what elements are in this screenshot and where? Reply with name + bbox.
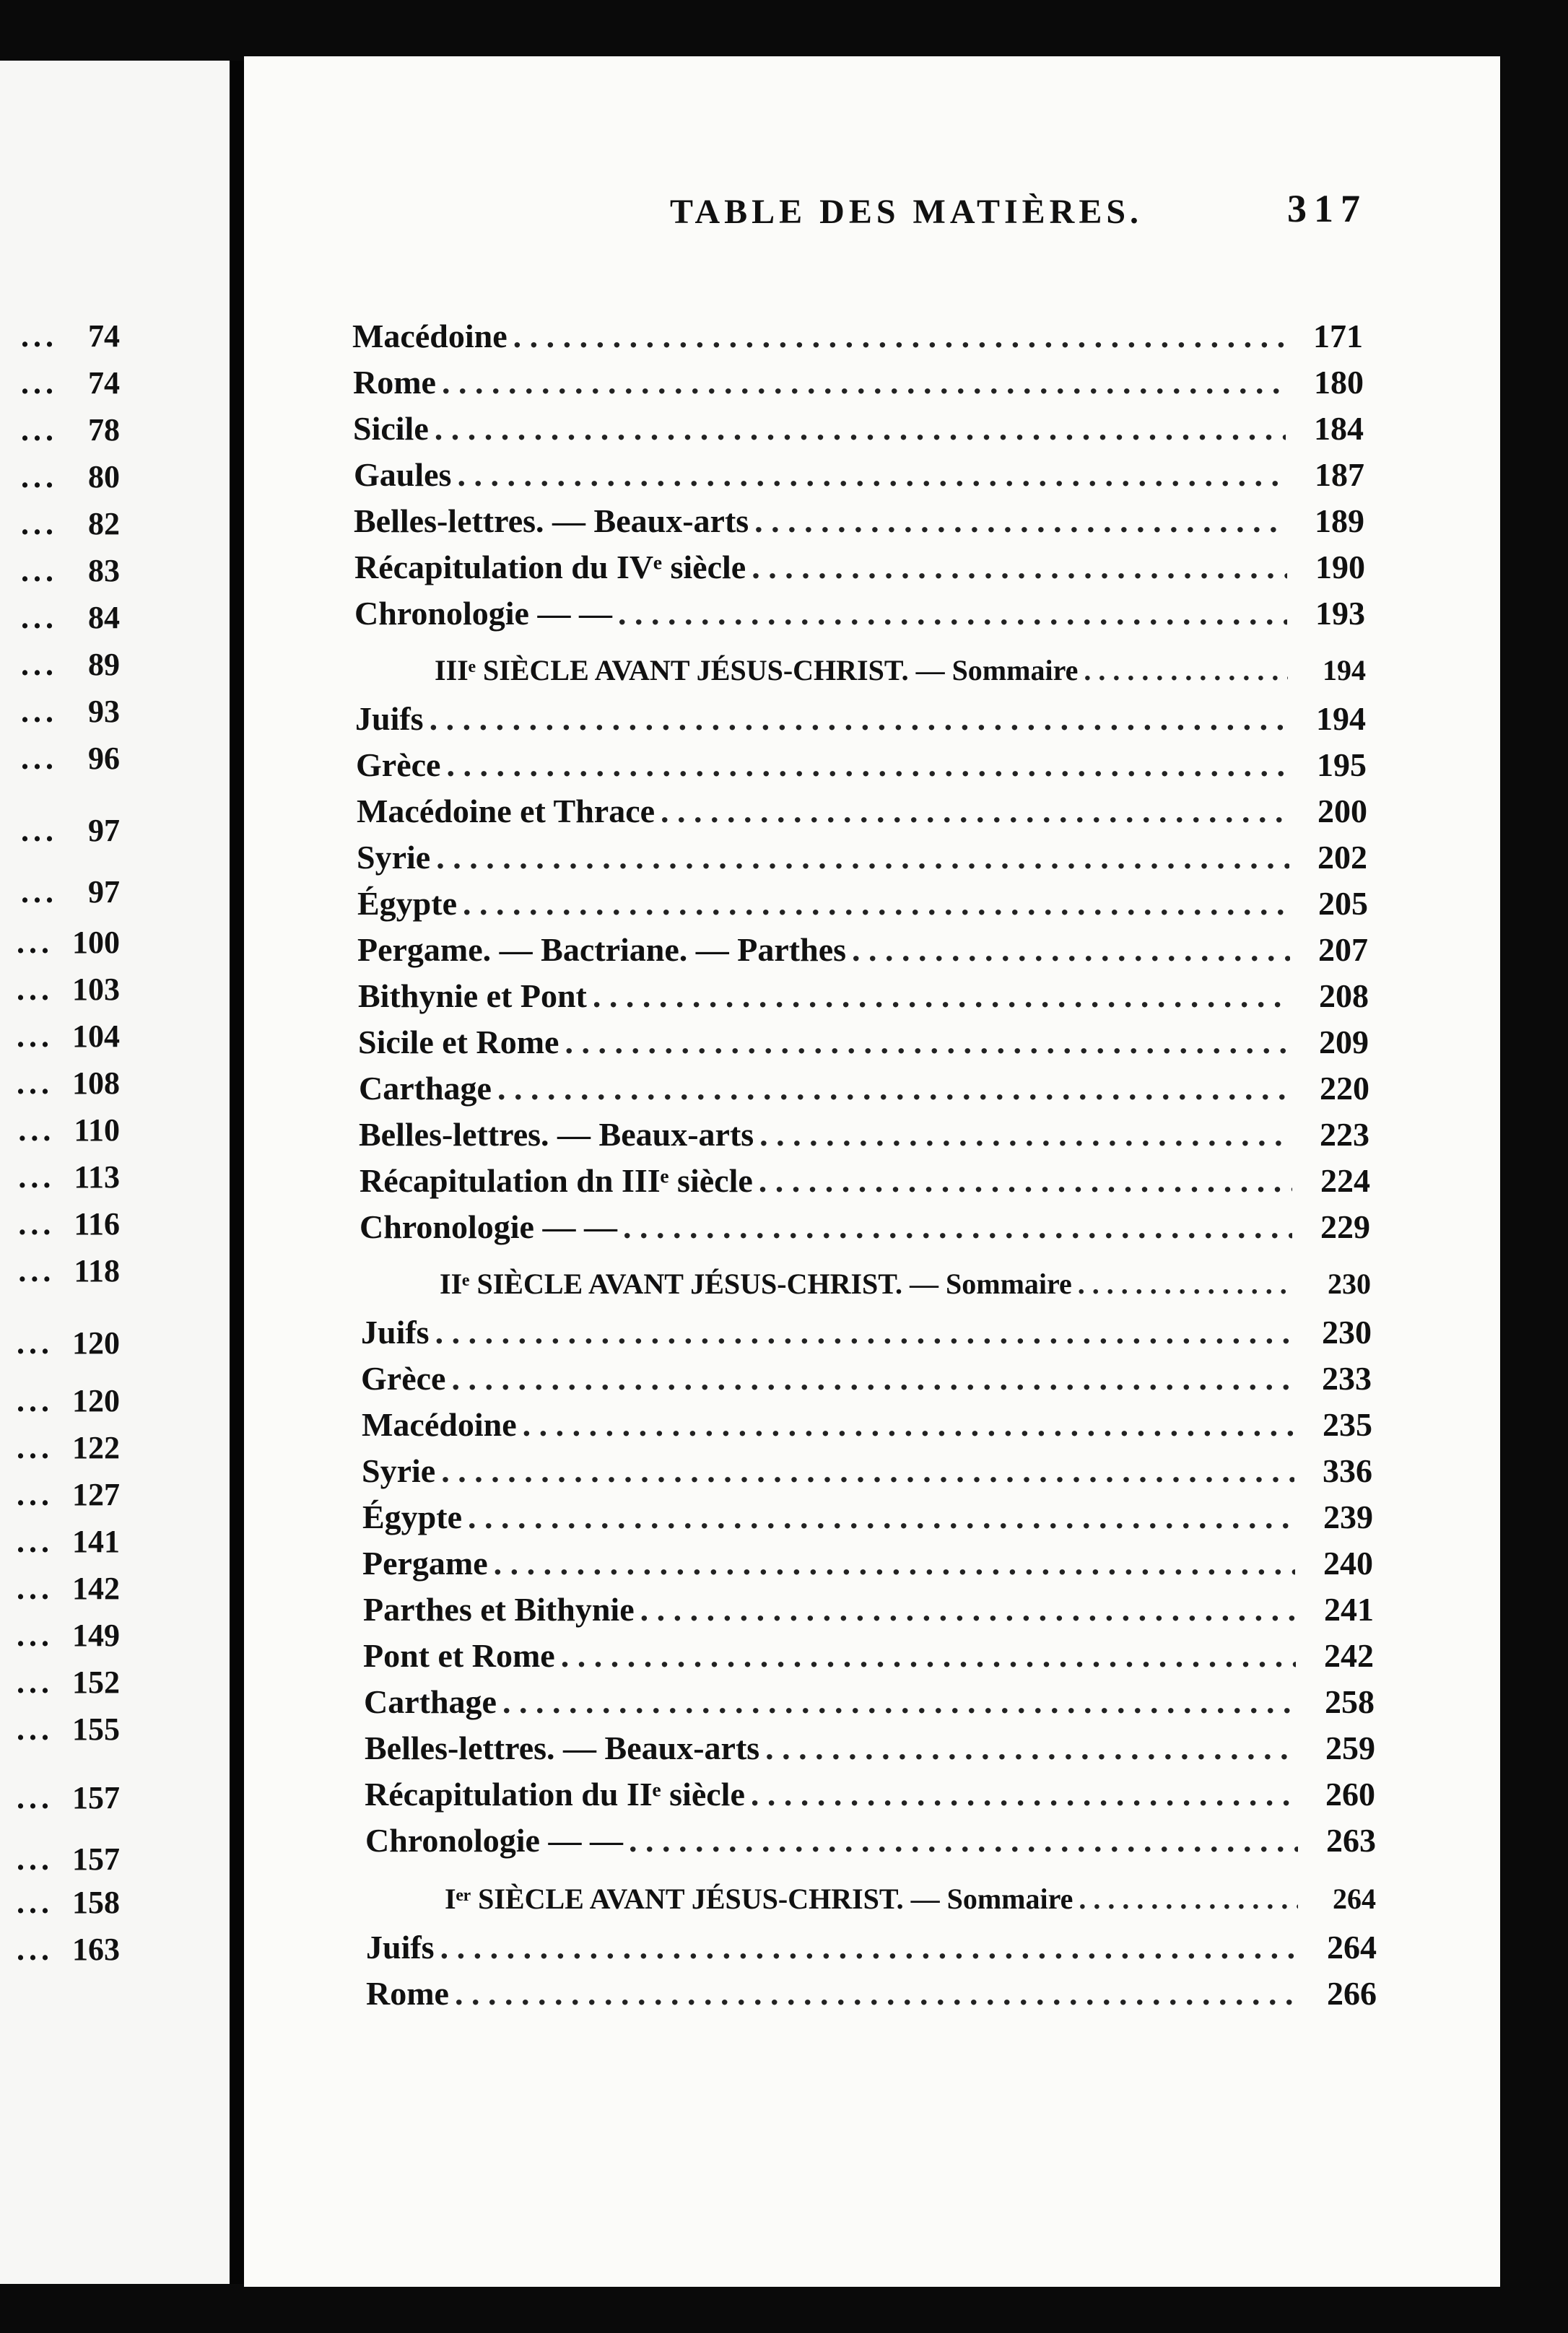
toc-page-number: 259 xyxy=(1325,1730,1375,1766)
toc-entry-title: Syrie xyxy=(357,839,431,876)
dot-leader: ... xyxy=(18,1159,56,1195)
toc-entry-title: Macédoine xyxy=(352,318,508,354)
toc-entry xyxy=(361,1351,1372,1397)
previous-page-entry-fragment xyxy=(17,1924,120,1974)
toc-entry-title: Sicile xyxy=(353,410,429,447)
previous-page-entry-fragment xyxy=(21,451,120,502)
toc-entry-title: Parthes et Bithynie xyxy=(363,1591,635,1628)
toc-entry-title: Récapitulation dn IIIᵉ siècle xyxy=(360,1162,753,1199)
dot-leader: ... xyxy=(21,599,58,635)
previous-page-entry-fragment xyxy=(17,1704,120,1754)
dot-leader xyxy=(442,363,1286,401)
previous-page-number: 80 xyxy=(88,458,120,494)
toc-section-heading xyxy=(360,1255,1371,1301)
previous-page-number: 113 xyxy=(74,1159,120,1195)
toc-page-number: 180 xyxy=(1314,364,1364,401)
previous-page-entry-fragment xyxy=(17,1877,120,1927)
toc-entry xyxy=(359,1061,1369,1107)
dot-leader: ... xyxy=(17,1476,53,1512)
toc-page-number: 230 xyxy=(1322,1314,1372,1351)
previous-page-number: 158 xyxy=(72,1884,120,1920)
toc-entry xyxy=(361,1305,1372,1351)
toc-entry xyxy=(357,923,1368,969)
previous-page-entry-fragment xyxy=(17,1317,120,1368)
toc-page-number: 224 xyxy=(1320,1162,1370,1199)
previous-page-entry-fragment xyxy=(18,1245,120,1296)
dot-leader: ... xyxy=(17,1664,53,1700)
previous-page-entry-fragment xyxy=(17,1058,120,1108)
toc-entry xyxy=(354,586,1365,632)
dot-leader: ... xyxy=(21,411,58,448)
previous-page-number: 110 xyxy=(74,1112,120,1148)
dot-leader xyxy=(852,930,1290,969)
dot-leader xyxy=(446,746,1289,784)
previous-page-number: 157 xyxy=(72,1779,120,1815)
previous-page-number: 141 xyxy=(72,1523,120,1559)
dot-leader xyxy=(593,977,1291,1015)
toc-entry-title: Rome xyxy=(366,1975,449,2012)
toc-page-number: 205 xyxy=(1318,885,1368,922)
toc-entry xyxy=(365,1813,1376,1859)
dot-leader: ... xyxy=(17,1617,53,1653)
previous-page-entry-fragment xyxy=(17,1469,120,1519)
previous-page-entry-fragment xyxy=(21,592,120,642)
previous-page-number: 74 xyxy=(88,318,120,354)
dot-leader: ... xyxy=(18,1112,56,1148)
previous-page-number: 89 xyxy=(88,646,120,682)
toc-page-number: 193 xyxy=(1315,595,1365,632)
previous-page-entry-fragment xyxy=(17,1011,120,1061)
toc-entry-title: Chronologie — — xyxy=(354,595,612,632)
dot-leader: ... xyxy=(21,505,58,541)
toc-entry-title: Chronologie — — xyxy=(365,1822,623,1859)
previous-page-number: 97 xyxy=(88,812,120,848)
toc-page-number: 235 xyxy=(1323,1406,1372,1443)
toc-entry xyxy=(360,1200,1370,1246)
toc-entry xyxy=(366,1920,1377,1966)
previous-page-entry-fragment xyxy=(21,404,120,455)
dot-leader xyxy=(754,502,1286,540)
toc-entry xyxy=(362,1444,1372,1490)
previous-page-number: 103 xyxy=(72,971,120,1007)
dot-leader xyxy=(640,1590,1296,1628)
toc-entry-title: Juifs xyxy=(361,1314,430,1351)
dot-leader: ... xyxy=(17,1325,53,1361)
dot-leader: ... xyxy=(17,1570,53,1606)
previous-page-number: 120 xyxy=(72,1325,120,1361)
dot-leader: ... xyxy=(21,365,58,401)
dot-leader xyxy=(565,1023,1291,1061)
dot-leader xyxy=(497,1069,1292,1107)
dot-leader: ... xyxy=(18,1205,56,1242)
dot-leader xyxy=(523,1405,1294,1444)
previous-page-entry-fragment xyxy=(21,639,120,689)
previous-page-entry-fragment xyxy=(17,1772,120,1823)
toc-entry-title: IIᵉ SIÈCLE AVANT JÉSUS-CHRIST. — Sommaire xyxy=(440,1268,1072,1300)
toc-entry-title: Belles-lettres. — Beaux-arts xyxy=(359,1116,754,1153)
previous-page-number: 127 xyxy=(72,1476,120,1512)
dot-leader xyxy=(441,1452,1294,1490)
dot-leader xyxy=(457,455,1286,494)
toc-entry xyxy=(357,876,1368,923)
toc-entry-title: Carthage xyxy=(364,1683,497,1720)
previous-page-entry-fragment xyxy=(21,686,120,736)
toc-page-number: 264 xyxy=(1327,1929,1377,1966)
toc-entry xyxy=(362,1490,1373,1536)
toc-entry xyxy=(366,1966,1377,2013)
dot-leader xyxy=(618,594,1287,632)
dot-leader: ... xyxy=(21,646,58,682)
dot-leader xyxy=(502,1683,1297,1721)
dot-leader xyxy=(752,548,1287,586)
toc-entry-title: Belles-lettres. — Beaux-arts xyxy=(354,502,749,539)
toc-entry xyxy=(353,401,1364,448)
toc-entry xyxy=(358,969,1369,1015)
toc-entry-title: Récapitulation du IIᵉ siècle xyxy=(365,1776,745,1813)
previous-page-number: 122 xyxy=(72,1429,120,1465)
toc-entry-title: Grèce xyxy=(361,1360,446,1397)
toc-entry-title: Égypte xyxy=(362,1499,462,1535)
previous-page-entry-fragment xyxy=(21,310,120,361)
toc-page-number: 242 xyxy=(1324,1637,1374,1674)
dot-leader: ... xyxy=(17,1884,53,1920)
previous-page-entry-fragment xyxy=(17,917,120,967)
dot-leader: ... xyxy=(18,1252,56,1288)
toc-entry xyxy=(354,448,1364,494)
toc-entry-title: Chronologie — — xyxy=(360,1208,617,1245)
previous-page-entry-fragment xyxy=(17,964,120,1014)
previous-page-entry-fragment xyxy=(21,733,120,783)
previous-page-entry-fragment xyxy=(17,1657,120,1707)
dot-leader: ... xyxy=(17,1429,53,1465)
toc-page-number: 239 xyxy=(1323,1499,1373,1535)
dot-leader: ... xyxy=(17,1065,53,1101)
previous-page-number: 163 xyxy=(72,1931,120,1967)
previous-page-number: 116 xyxy=(74,1205,120,1242)
dot-leader: ... xyxy=(17,1382,53,1418)
toc-entry-title: Pergame. — Bactriane. — Parthes xyxy=(357,931,847,968)
previous-page-number: 108 xyxy=(72,1065,120,1101)
toc-entry xyxy=(357,830,1367,876)
toc-entry xyxy=(362,1397,1372,1444)
toc-entry-title: IIIᵉ SIÈCLE AVANT JÉSUS-CHRIST. — Sommaire xyxy=(435,654,1079,686)
dot-leader: ... xyxy=(21,693,58,729)
table-of-contents-page xyxy=(244,56,1500,2287)
toc-page-number: 200 xyxy=(1317,793,1367,829)
dot-leader xyxy=(1078,1267,1293,1301)
previous-page-entry-fragment xyxy=(21,805,120,855)
toc-entry-title: Macédoine xyxy=(362,1406,517,1443)
toc-entry-title: Juifs xyxy=(355,700,424,737)
toc-entry xyxy=(360,1154,1370,1200)
page-gutter xyxy=(230,61,244,2284)
toc-page-number: 195 xyxy=(1317,746,1367,783)
previous-page-number: 100 xyxy=(72,924,120,960)
dot-leader xyxy=(1079,1882,1298,1916)
dot-leader: ... xyxy=(17,1018,53,1054)
toc-entry-title: Iᵉʳ SIÈCLE AVANT JÉSUS-CHRIST. — Sommaire xyxy=(445,1883,1073,1915)
toc-section-heading xyxy=(365,1870,1376,1916)
dot-leader xyxy=(759,1115,1292,1154)
toc-entry-title: Égypte xyxy=(357,885,457,922)
toc-page-number: 258 xyxy=(1325,1683,1375,1720)
toc-entry xyxy=(363,1582,1374,1628)
dot-leader xyxy=(629,1821,1298,1859)
toc-page-number: 266 xyxy=(1327,1975,1377,2012)
dot-leader: ... xyxy=(17,1779,53,1815)
toc-page-number: 202 xyxy=(1317,839,1367,876)
toc-entry xyxy=(358,1015,1369,1061)
toc-entry-title: Macédoine et Thrace xyxy=(357,793,655,829)
previous-page-entry-fragment xyxy=(21,545,120,596)
dot-leader xyxy=(661,792,1289,830)
previous-page-number: 118 xyxy=(74,1252,120,1288)
toc-page-number: 189 xyxy=(1315,502,1364,539)
previous-page-entry-fragment xyxy=(21,498,120,549)
previous-page-number: 74 xyxy=(88,365,120,401)
toc-entry-title: Juifs xyxy=(366,1929,435,1966)
dot-leader: ... xyxy=(21,812,58,848)
toc-page-number: 194 xyxy=(1316,700,1366,737)
toc-page-number: 208 xyxy=(1319,977,1369,1014)
dot-leader: ... xyxy=(21,458,58,494)
previous-page-number: 82 xyxy=(88,505,120,541)
dot-leader xyxy=(561,1636,1296,1675)
toc-page-number: 233 xyxy=(1322,1360,1372,1397)
previous-page-entry-fragment xyxy=(18,1151,120,1202)
running-head-title: TABLE DES MATIÈRES. xyxy=(670,193,1144,231)
toc-entry-title: Rome xyxy=(353,364,436,401)
dot-leader xyxy=(623,1208,1292,1246)
toc-page-number: 223 xyxy=(1320,1116,1369,1153)
toc-entry xyxy=(362,1536,1373,1582)
toc-page-number: 207 xyxy=(1318,931,1368,968)
toc-entry-title: Récapitulation du IVᵉ siècle xyxy=(354,549,746,585)
dot-leader: ... xyxy=(17,924,53,960)
previous-page-entry-fragment xyxy=(17,1422,120,1473)
toc-entry-title: Belles-lettres. — Beaux-arts xyxy=(365,1730,760,1766)
previous-page-number: 120 xyxy=(72,1382,120,1418)
toc-entry xyxy=(365,1721,1375,1767)
dot-leader xyxy=(513,317,1285,355)
toc-entry xyxy=(365,1767,1375,1813)
toc-entry xyxy=(359,1107,1369,1154)
previous-page-number: 157 xyxy=(72,1841,120,1877)
dot-leader: ... xyxy=(17,1711,53,1747)
previous-page-number: 104 xyxy=(72,1018,120,1054)
toc-page-number: 336 xyxy=(1323,1452,1372,1489)
toc-entry-title: Grèce xyxy=(356,746,441,783)
previous-page-entry-fragment xyxy=(17,1516,120,1566)
dot-leader: ... xyxy=(17,971,53,1007)
toc-page-number: 240 xyxy=(1323,1545,1373,1582)
previous-page-entry-fragment xyxy=(17,1563,120,1613)
dot-leader xyxy=(765,1729,1297,1767)
previous-page-number: 83 xyxy=(88,552,120,588)
toc-page-number: 230 xyxy=(1328,1268,1371,1300)
toc-page-number: 184 xyxy=(1314,410,1364,447)
previous-page-entry-fragment xyxy=(18,1198,120,1249)
dot-leader xyxy=(463,884,1290,923)
dot-leader xyxy=(759,1161,1292,1200)
previous-page-entry-fragment xyxy=(21,357,120,408)
dot-leader xyxy=(436,838,1289,876)
previous-page-number: 84 xyxy=(88,599,120,635)
previous-page-number: 78 xyxy=(88,411,120,448)
toc-entry-title: Sicile et Rome xyxy=(358,1024,559,1060)
toc-page-number: 220 xyxy=(1320,1070,1369,1107)
dot-leader xyxy=(468,1498,1295,1536)
toc-entry xyxy=(353,355,1364,401)
dot-leader: ... xyxy=(21,552,58,588)
toc-entry xyxy=(354,494,1364,540)
toc-entry xyxy=(364,1675,1375,1721)
toc-entry xyxy=(357,784,1367,830)
running-head xyxy=(244,187,1367,253)
toc-entry-title: Carthage xyxy=(359,1070,492,1107)
previous-page-entry-fragment xyxy=(18,1104,120,1155)
toc-entry xyxy=(363,1628,1374,1675)
toc-entry-title: Gaules xyxy=(354,456,452,493)
previous-page-entry-fragment xyxy=(17,1610,120,1660)
previous-page-entry-fragment xyxy=(17,1375,120,1426)
toc-entry-title: Pergame xyxy=(362,1545,488,1582)
previous-page-number: 155 xyxy=(72,1711,120,1747)
toc-page-number: 241 xyxy=(1324,1591,1374,1628)
toc-entry-title: Syrie xyxy=(362,1452,436,1489)
dot-leader xyxy=(1084,653,1288,687)
previous-page-number: 152 xyxy=(72,1664,120,1700)
toc-page-number: 171 xyxy=(1313,318,1363,354)
dot-leader xyxy=(751,1775,1297,1813)
dot-leader xyxy=(494,1544,1295,1582)
toc-section-heading xyxy=(355,641,1366,687)
toc-entry-title: Pont et Rome xyxy=(363,1637,555,1674)
toc-entry-title: Bithynie et Pont xyxy=(358,977,587,1014)
dot-leader: ... xyxy=(17,1931,53,1967)
dot-leader: ... xyxy=(17,1523,53,1559)
dot-leader: ... xyxy=(21,873,58,910)
running-head-page-number: 317 xyxy=(1287,187,1367,230)
previous-page-number: 149 xyxy=(72,1617,120,1653)
previous-page-number: 93 xyxy=(88,693,120,729)
previous-page-number: 142 xyxy=(72,1570,120,1606)
previous-page-entry-fragment xyxy=(21,866,120,917)
dot-leader: ... xyxy=(17,1841,53,1877)
toc-entry xyxy=(356,738,1367,784)
toc-page-number: 263 xyxy=(1326,1822,1376,1859)
toc-entry xyxy=(352,309,1363,355)
toc-entry xyxy=(354,540,1365,586)
dot-leader xyxy=(435,1313,1294,1351)
toc-entry xyxy=(355,692,1366,738)
toc-page-number: 187 xyxy=(1315,456,1364,493)
dot-leader xyxy=(455,1974,1299,2013)
toc-page-number: 190 xyxy=(1315,549,1365,585)
dot-leader xyxy=(440,1928,1299,1966)
toc-page-number: 264 xyxy=(1333,1883,1376,1915)
previous-page-number: 97 xyxy=(88,873,120,910)
previous-page-fragment xyxy=(0,61,230,2284)
dot-leader xyxy=(430,699,1288,738)
dot-leader xyxy=(435,409,1286,448)
toc-page-number: 229 xyxy=(1320,1208,1370,1245)
dot-leader xyxy=(451,1359,1294,1397)
dot-leader: ... xyxy=(21,740,58,776)
toc-page-number: 194 xyxy=(1323,654,1366,686)
dot-leader: ... xyxy=(21,318,58,354)
toc-page-number: 260 xyxy=(1325,1776,1375,1813)
previous-page-number: 96 xyxy=(88,740,120,776)
toc-page-number: 209 xyxy=(1319,1024,1369,1060)
